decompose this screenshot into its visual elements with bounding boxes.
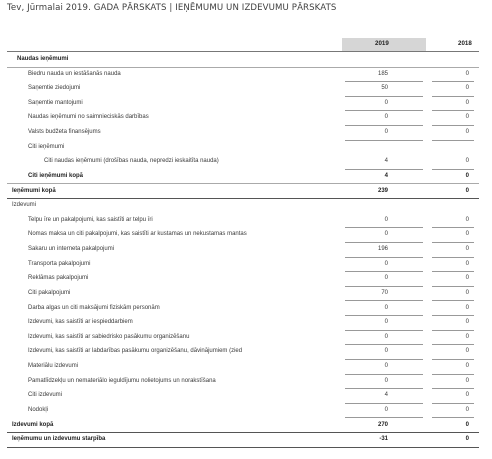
value-2018: 0 — [465, 348, 469, 355]
row-label: Sakaru un interneta pakalpojumi — [28, 246, 115, 253]
row-label: Nomas maksa un citi pakalpojumi, kas saistīti ar kustamas un nekustamas mantas — [28, 231, 247, 238]
value-2018: 0 — [465, 289, 469, 296]
value-2018: 0 — [465, 99, 469, 106]
value-2018: 0 — [465, 436, 469, 443]
row-label: Izdevumi, kas saistīti ar labdarības pasākumu organizēšanu, dāvinājumiem (zied — [28, 348, 243, 355]
row-divider — [7, 447, 479, 448]
row-label: Nodokļi — [28, 406, 49, 413]
value-2019: 0 — [384, 406, 388, 413]
row-label: Pamatlīdzekļu un nemateriālo ieguldījumu nolietojums un norakstīšana — [28, 377, 216, 384]
table-row — [0, 389, 492, 404]
table-row — [0, 302, 492, 317]
value-2018: 0 — [465, 333, 469, 340]
table-row — [0, 287, 492, 302]
table-row — [0, 360, 492, 375]
value-2018: 0 — [465, 260, 469, 267]
total-row — [0, 185, 492, 200]
value-2019: 185 — [377, 70, 388, 77]
section-row — [0, 53, 492, 68]
row-label: Citi ieņēmumi — [28, 143, 65, 150]
row-label: Reklāmas pakalpojumi — [28, 275, 89, 282]
value-2019: 0 — [384, 348, 388, 355]
table-row — [0, 243, 492, 258]
row-label: Saņemtie mantojumi — [28, 99, 83, 106]
row-label: Citi izdevumi — [28, 392, 63, 399]
value-2018: 0 — [465, 70, 469, 77]
row-label: Saņemtie ziedojumi — [28, 85, 81, 92]
value-2019: 0 — [384, 216, 388, 223]
value-2019: 0 — [384, 260, 388, 267]
total-row — [0, 433, 492, 448]
value-2018: 0 — [465, 406, 469, 413]
value-2019: 0 — [384, 114, 388, 121]
table-row — [0, 82, 492, 97]
value-2019: 0 — [384, 99, 388, 106]
row-label: Materiālu izdevumi — [28, 363, 79, 370]
value-2018: 0 — [465, 129, 469, 136]
row-label: Ieņēmumu un izdevumu starpība — [12, 436, 106, 443]
column-header-2019: 2019 — [375, 40, 389, 47]
value-2019: 0 — [384, 304, 388, 311]
value-2018: 0 — [465, 421, 469, 428]
table-row — [0, 404, 492, 419]
total-row — [0, 419, 492, 434]
value-2019: -31 — [379, 436, 388, 443]
value-2019: 70 — [381, 289, 388, 296]
value-2019: 0 — [384, 333, 388, 340]
table-row — [0, 316, 492, 331]
value-2019: 0 — [384, 319, 388, 326]
value-2018: 0 — [465, 304, 469, 311]
row-label: Darba algas un citi maksājumi fiziskām personām — [28, 304, 160, 311]
value-2019: 0 — [384, 363, 388, 370]
row-label: Naudas ieņēmumi no saimnieciskās darbības — [28, 114, 149, 121]
value-2018: 0 — [465, 172, 469, 179]
table-row — [0, 170, 492, 185]
value-2018: 0 — [465, 187, 469, 194]
table-row — [0, 126, 492, 141]
row-label: Citi pakalpojumi — [28, 289, 71, 296]
value-2018: 0 — [465, 275, 469, 282]
table-row — [0, 155, 492, 170]
value-2019: 50 — [381, 85, 388, 92]
row-label: Ieņēmumi kopā — [12, 187, 56, 194]
value-2019: 0 — [384, 275, 388, 282]
table-row — [0, 68, 492, 83]
table-row — [0, 345, 492, 360]
value-2018: 0 — [465, 216, 469, 223]
row-label: Transporta pakalpojumi — [28, 260, 91, 267]
value-2019: 270 — [377, 421, 388, 428]
table-row — [0, 214, 492, 229]
table-row — [0, 272, 492, 287]
section-row — [0, 199, 492, 214]
row-label: Biedru nauda un iestāšanās nauda — [28, 70, 121, 77]
row-label: Telpu īre un pakalpojumi, kas saistīti ar telpu īri — [28, 216, 153, 223]
row-label: Izdevumi, kas saistīti ar iespieddarbiem — [28, 319, 133, 326]
page-title: Tev, Jūrmalai 2019. GADA PĀRSKATS | IEŅĒMUMU UN IZDEVUMU PĀRSKATS — [7, 3, 337, 13]
row-label: Izdevumi, kas saistīti ar sabiedrisko pasākumu organizēšanu — [28, 333, 190, 340]
header-divider — [7, 51, 479, 52]
value-2019: 4 — [384, 392, 388, 399]
value-2018: 0 — [465, 246, 469, 253]
column-header-2018: 2018 — [458, 40, 472, 47]
value-2018: 0 — [465, 85, 469, 92]
section-row — [0, 141, 492, 156]
table-row — [0, 375, 492, 390]
value-2019: 4 — [384, 158, 388, 165]
table-row — [0, 228, 492, 243]
table-row — [0, 258, 492, 273]
value-2019: 196 — [377, 246, 388, 253]
table-row — [0, 111, 492, 126]
row-label: Valsts budžeta finansējums — [28, 129, 101, 136]
value-2018: 0 — [465, 363, 469, 370]
value-2019: 0 — [384, 231, 388, 238]
value-2018: 0 — [465, 114, 469, 121]
row-label: Citi naudas ieņēmumi (drošības nauda, nepredzi ieskaitīta nauda) — [44, 158, 219, 165]
value-2018: 0 — [465, 319, 469, 326]
row-label: Izdevumi — [12, 202, 37, 209]
row-label: Citi ieņēmumi kopā — [28, 172, 84, 179]
value-2018: 0 — [465, 231, 469, 238]
value-2018: 0 — [465, 392, 469, 399]
row-label: Naudas ieņēmumi — [17, 56, 69, 62]
value-2019: 0 — [384, 129, 388, 136]
value-2018: 0 — [465, 158, 469, 165]
value-2019: 0 — [384, 377, 388, 384]
table-row — [0, 97, 492, 112]
value-2018: 0 — [465, 377, 469, 384]
table-row — [0, 331, 492, 346]
value-2019: 4 — [384, 172, 388, 179]
row-label: Izdevumi kopā — [12, 421, 54, 428]
value-2019: 239 — [377, 187, 388, 194]
